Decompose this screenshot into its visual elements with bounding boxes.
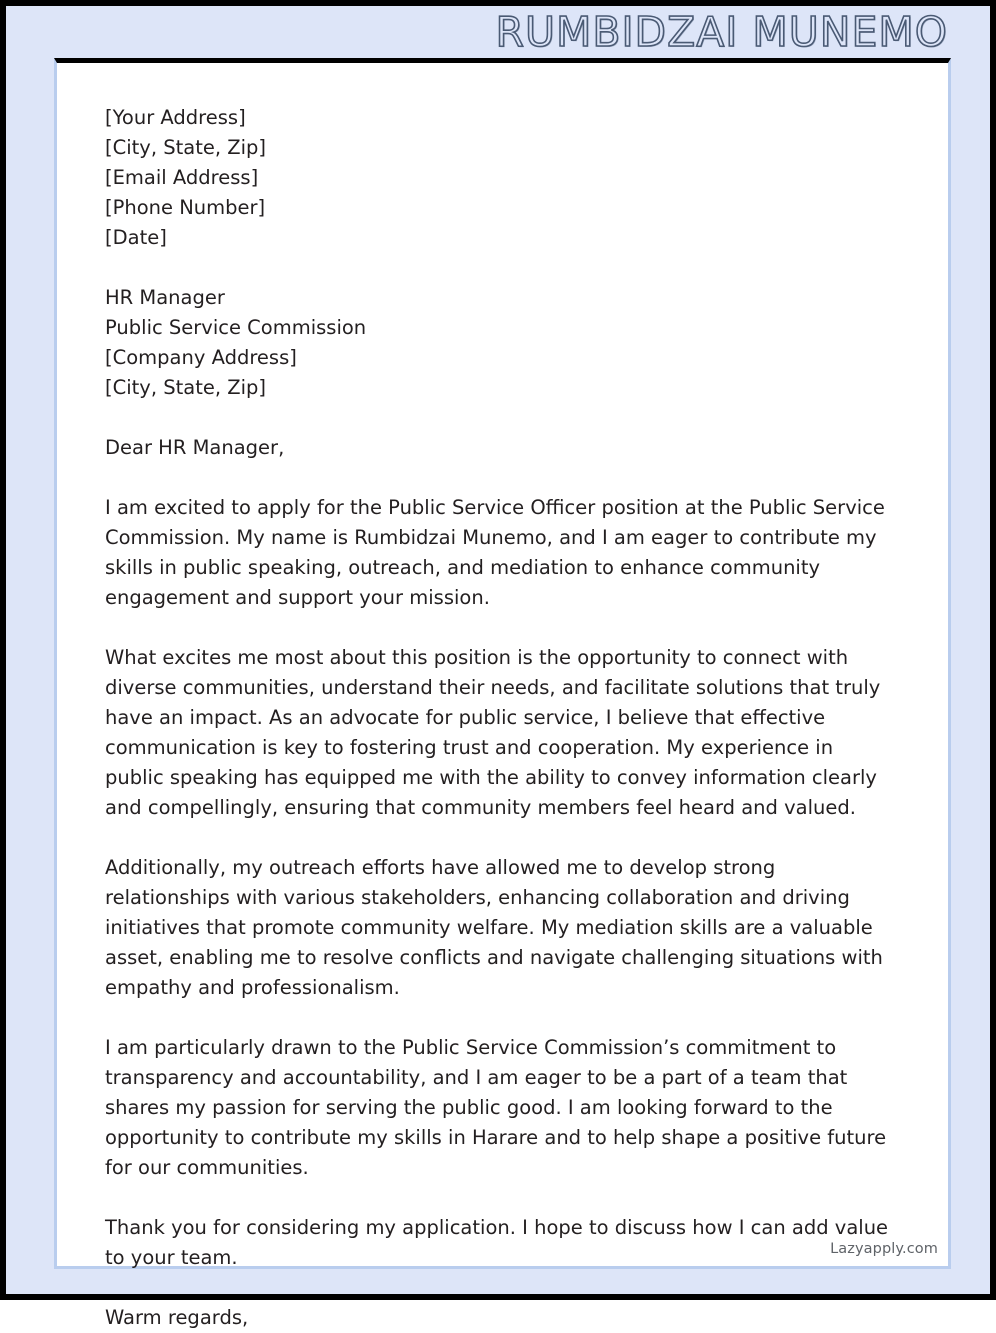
sender-line: [Your Address]	[105, 106, 246, 129]
sender-address-block	[105, 103, 896, 253]
salutation: Dear HR Manager,	[105, 436, 285, 459]
letter-body	[57, 63, 896, 1333]
recipient-line: [Company Address]	[105, 346, 297, 369]
watermark-label: Lazyapply.com	[830, 1240, 938, 1257]
letter-page	[54, 58, 951, 1329]
recipient-line: [City, State, Zip]	[105, 376, 266, 399]
body-paragraph-5: Thank you for considering my application. I hope to discuss how I can add value to your team.	[105, 1216, 889, 1269]
sender-line: [Phone Number]	[105, 196, 266, 219]
body-paragraph-2: What excites me most about this position is the opportunity to connect with diverse communities, understand their needs, and facilitate solutions that truly have an impact. As an advocate for public service, I believe that effective communication is key to fostering trust and cooperation. My experience in public speaking has equipped me with the ability to convey information clearly and compellingly, ensuring that community members feel heard and valued.	[105, 646, 881, 819]
sender-line: [Email Address]	[105, 166, 259, 189]
sender-line: [City, State, Zip]	[105, 136, 266, 159]
body-paragraph-1: I am excited to apply for the Public Service Officer position at the Public Service Commission. My name is Rumbidzai Munemo, and I am eager to contribute my skills in public speaking, outreach, and mediation to enhance community engagement and support your mission.	[105, 496, 885, 609]
recipient-address-block	[105, 283, 896, 403]
closing-signoff: Warm regards,	[105, 1306, 249, 1329]
candidate-name: RUMBIDZAI MUNEMO	[495, 7, 948, 56]
body-paragraph-4: I am particularly drawn to the Public Service Commission’s commitment to transparency and accountability, and I am eager to be a part of a team that shares my passion for serving the public good. I am looking forward to the opportunity to contribute my skills in Harare and to help shape a positive future for our communities.	[105, 1036, 887, 1179]
recipient-line: Public Service Commission	[105, 316, 367, 339]
letterhead-name-banner	[12, 6, 950, 58]
body-paragraph-3: Additionally, my outreach efforts have allowed me to develop strong relationships with various stakeholders, enhancing collaboration and driving initiatives that promote community welfare. My mediation skills are a valuable asset, enabling me to resolve conflicts and navigate challenging situations with empathy and professionalism.	[105, 856, 883, 999]
recipient-line: HR Manager	[105, 286, 225, 309]
sender-line: [Date]	[105, 226, 167, 249]
